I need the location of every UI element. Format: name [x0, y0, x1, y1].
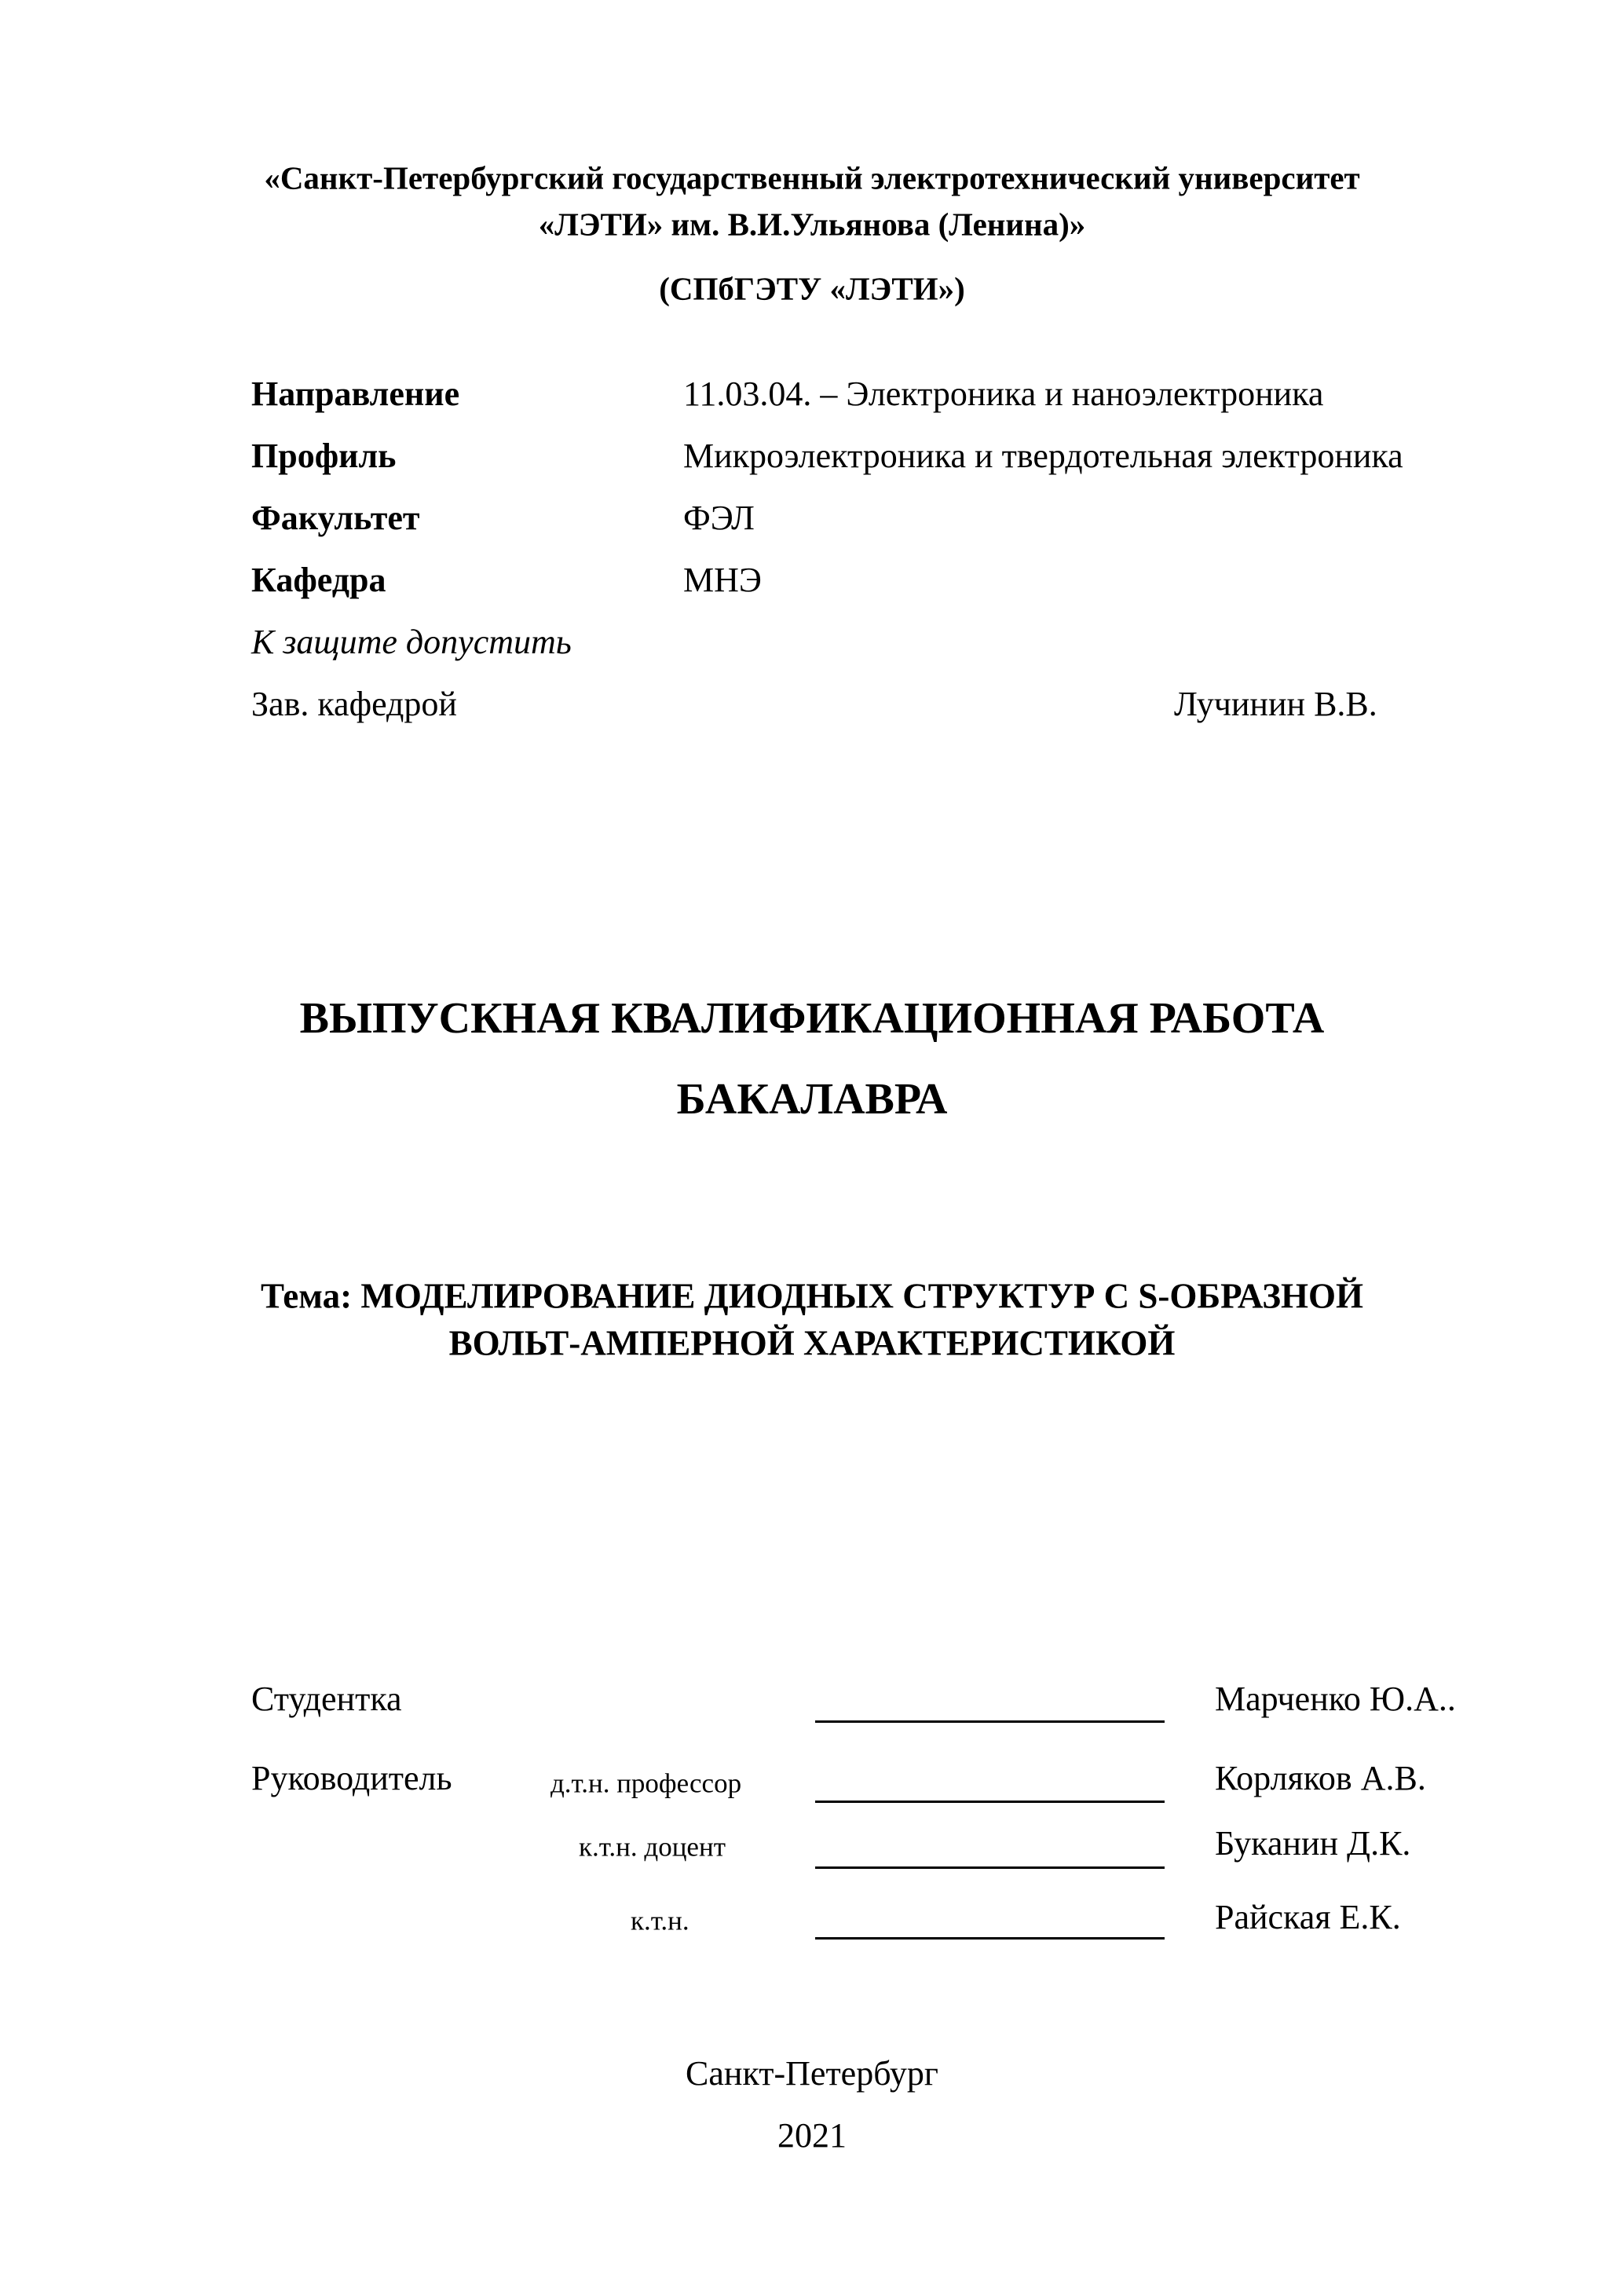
info-value: 11.03.04. – Электроника и наноэлектроника [683, 375, 1324, 413]
university-abbr: (СПбГЭТУ «ЛЭТИ») [659, 270, 965, 307]
signature-line [815, 1720, 1165, 1723]
university-name-line1: «Санкт-Петербургский государственный электротехнический университет [264, 159, 1360, 196]
signature-line [815, 1866, 1165, 1869]
approval-note: К защите допустить [251, 623, 572, 661]
supervisor-degree: д.т.н. профессор [550, 1768, 742, 1799]
info-label: Факультет [251, 499, 420, 537]
signature-line [815, 1801, 1165, 1803]
student-label: Студентка [251, 1680, 402, 1718]
student-name: Марченко Ю.А.. [1215, 1680, 1456, 1718]
supervisor-name: Буканин Д.К. [1215, 1824, 1411, 1863]
topic-line2: ВОЛЬТ-АМПЕРНОЙ ХАРАКТЕРИСТИКОЙ [448, 1323, 1176, 1363]
supervisor-name: Корляков А.В. [1215, 1759, 1426, 1797]
supervisor-degree: к.т.н. доцент [579, 1831, 726, 1863]
approval-name: Лучинин В.В. [1174, 685, 1377, 723]
info-value: ФЭЛ [683, 499, 755, 537]
title-line1: ВЫПУСКНАЯ КВАЛИФИКАЦИОННАЯ РАБОТА [299, 994, 1325, 1043]
signature-line [815, 1937, 1165, 1940]
topic-line1: Тема: МОДЕЛИРОВАНИЕ ДИОДНЫХ СТРУКТУР С S-ОБРАЗНОЙ [261, 1276, 1363, 1316]
info-value: МНЭ [683, 561, 762, 599]
info-label: Направление [251, 375, 460, 413]
approval-role: Зав. кафедрой [251, 685, 457, 723]
supervisor-name: Райская Е.К. [1215, 1898, 1401, 1936]
supervisor-label: Руководитель [251, 1759, 452, 1797]
info-value: Микроэлектроника и твердотельная электроника [683, 437, 1403, 475]
city: Санкт-Петербург [686, 2054, 938, 2093]
year: 2021 [777, 2116, 847, 2155]
info-label: Профиль [251, 437, 397, 475]
title-line2: БАКАЛАВРА [676, 1075, 948, 1124]
supervisor-degree: к.т.н. [631, 1905, 689, 1936]
university-name-line2: «ЛЭТИ» им. В.И.Ульянова (Ленина)» [538, 206, 1086, 243]
info-label: Кафедра [251, 561, 386, 599]
